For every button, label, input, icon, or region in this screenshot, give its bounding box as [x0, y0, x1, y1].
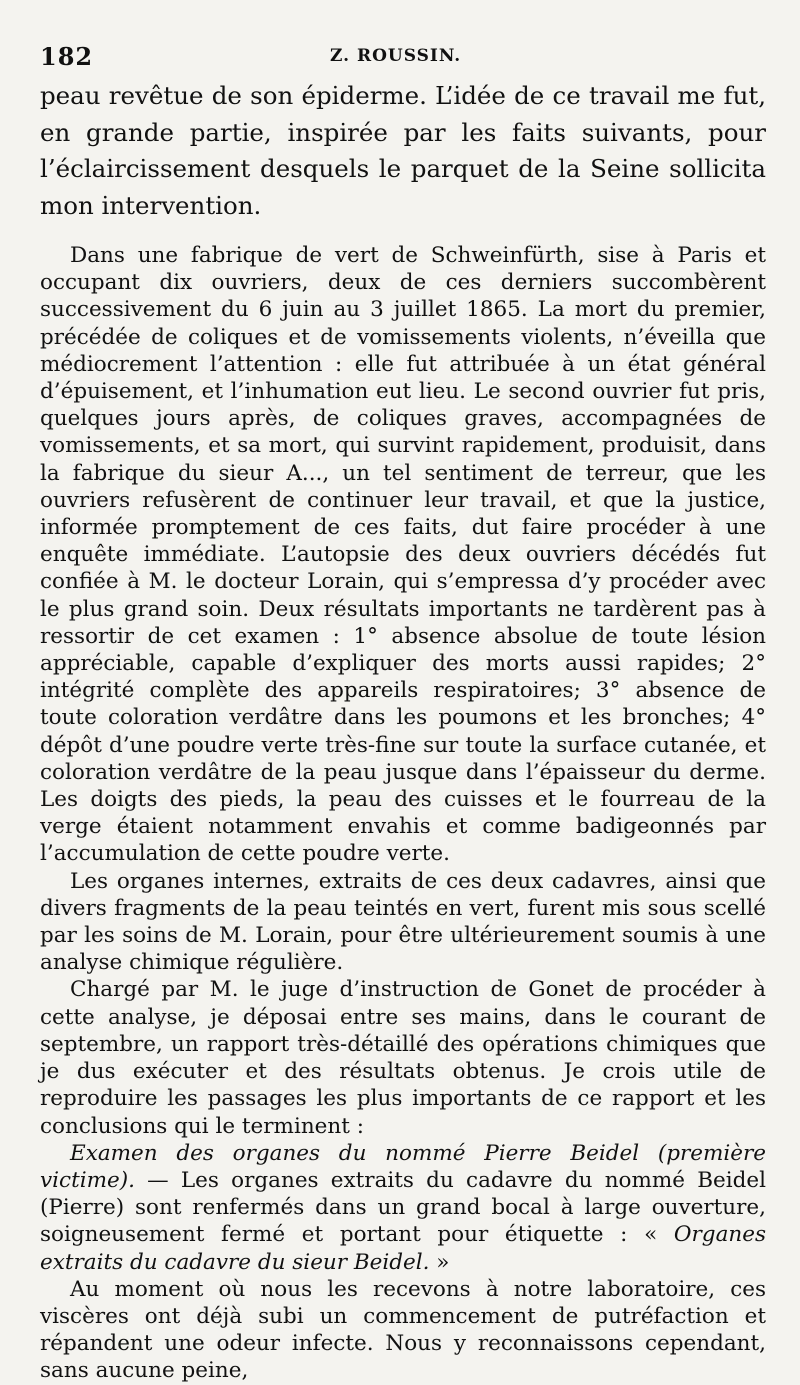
- closing-quote: »: [429, 1249, 450, 1275]
- paragraph-internal-organs: Les organes internes, extraits de ces deux cadavres, ainsi que divers fragments de la peau teintés en vert, furent mis sous scellé par les soins de M. Lorain, pour être ultérieurement soumis à une analyse chimique régulière.: [40, 868, 766, 976]
- page-header: [40, 38, 766, 78]
- paragraph-laboratory: Au moment où nous les recevons à notre laboratoire, ces viscères ont déjà subi un commencement de putréfaction et répandent une odeur infecte. Nous y reconnaissons cependant, sans aucune peine,: [40, 1276, 766, 1384]
- intro-paragraph: peau revêtue de son épiderme. L’idée de ce travail me fut, en grande partie, inspirée par les faits suivants, pour l’éclaircissement desquels le parquet de la Seine sollicita mon intervention.: [40, 81, 766, 220]
- paragraph-factory-case: Dans une fabrique de vert de Schweinfürth, sise à Paris et occupant dix ouvriers, deux de ces derniers succombèrent successivement du 6 juin au 3 juillet 1865. La mort du premier, précédée de coliques et de vomissements violents, n’éveilla que médiocrement l’attention : elle fut attribuée à un état général d’épuisement, et l’inhumation eut lieu. Le second ouvrier fut pris, quelques jours après, de coliques graves, accompagnées de vomissements, et sa mort, qui survint rapidement, produisit, dans la fabrique du sieur A..., un tel sentiment de terreur, que les ouvriers refusèrent de continuer leur travail, et que la justice, informée promptement de ces faits, dut faire procéder à une enquête immédiate. L’autopsie des deux ouvriers décédés fut confiée à M. le docteur Lorain, qui s’empressa d’y procéder avec le plus grand soin. Deux résultats importants ne tardèrent pas à ressortir de cet examen : 1° absence absolue de toute lésion appréciable, capable d’expliquer des morts aussi rapides; 2° intégrité complète des appareils respiratoires; 3° absence de toute coloration verdâtre dans les poumons et les bronches; 4° dépôt d’une poudre verte très-fine sur toute la surface cutanée, et coloration verdâtre de la peau jusque dans l’épaisseur du derme. Les doigts des pieds, la peau des cuisses et le fourreau de la verge étaient notamment envahis et comme badigeonnés par l’accumulation de cette poudre verte.: [40, 243, 766, 867]
- section-heading-italic: Examen des organes du nommé Pierre Beidel (première victime).: [40, 1140, 766, 1193]
- page-number: 182: [40, 42, 94, 71]
- paragraph-text: — Les organes extraits du cadavre du nommé Beidel (Pierre) sont renfermés dans un grand bocal à large ouverture, soigneusement fermé et portant pour étiquette : «: [40, 1167, 766, 1248]
- paragraph-examination-beidel: [40, 1140, 766, 1276]
- running-title: Z. ROUSSIN.: [330, 46, 462, 66]
- paragraph-analysis-report: Chargé par M. le juge d’instruction de Gonet de procéder à cette analyse, je déposai entre ses mains, dans le courant de septembre, un rapport très-détaillé des opérations chimiques que je dus exécuter et des résultats obtenus. Je crois utile de reproduire les passages les plus importants de ce rapport et les conclusions qui le terminent :: [40, 977, 766, 1139]
- label-italic: Organes extraits du cadavre du sieur Beidel.: [40, 1222, 766, 1275]
